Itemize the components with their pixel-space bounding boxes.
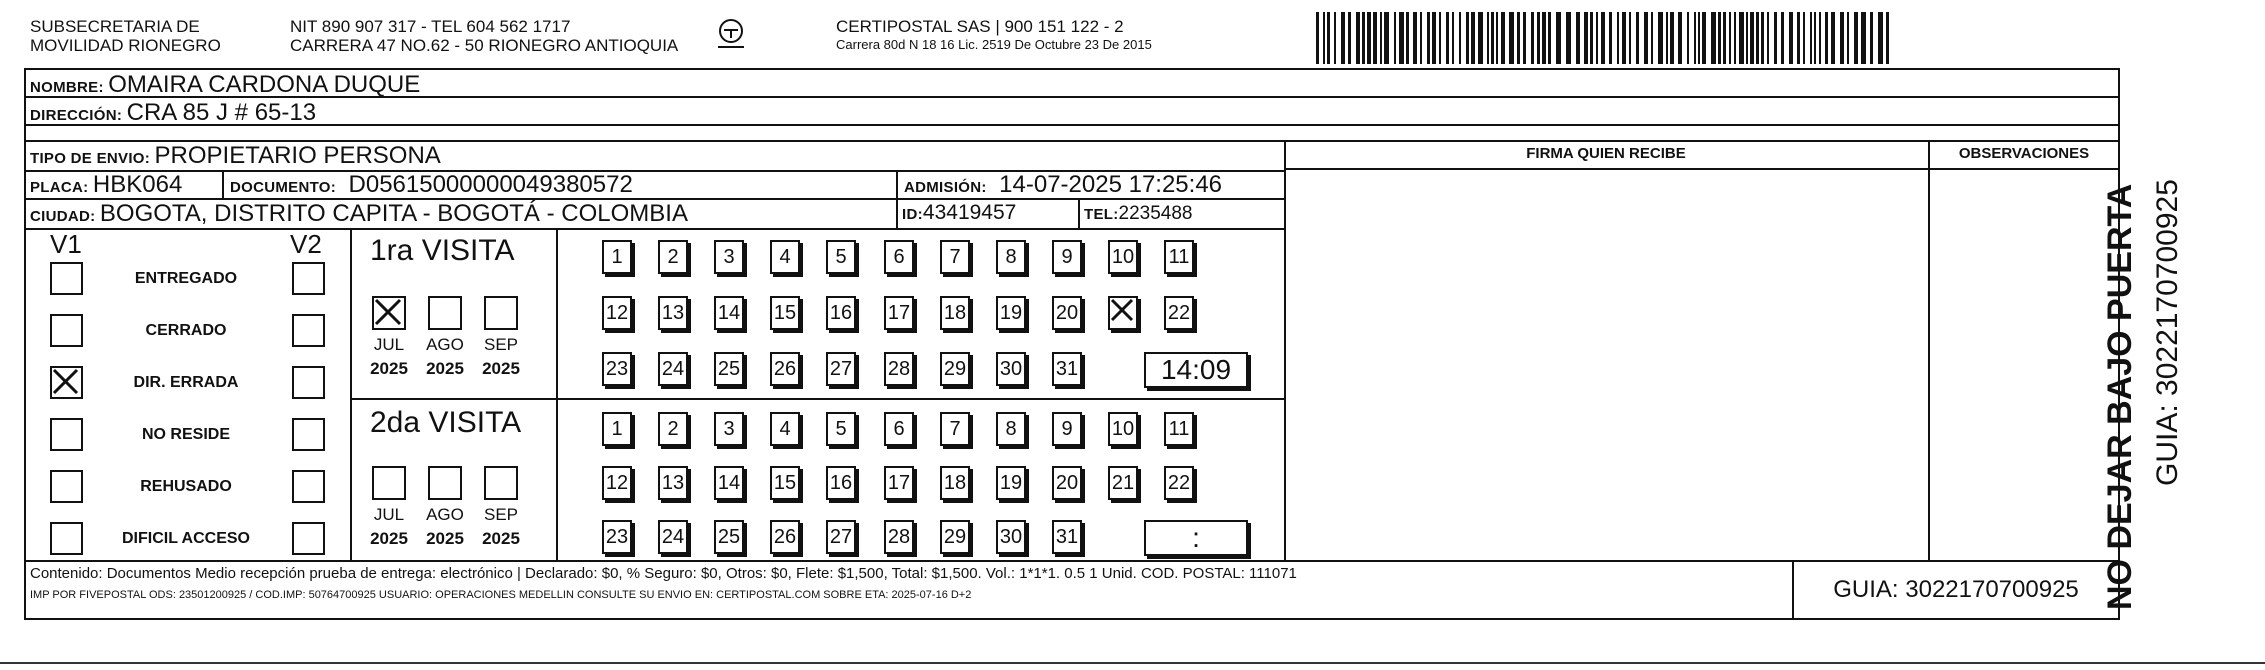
second-visit-time[interactable]: : — [1144, 520, 1248, 556]
v1-checkbox[interactable] — [50, 418, 83, 451]
month-checkbox[interactable] — [484, 466, 518, 500]
v2-label: V2 — [290, 229, 322, 259]
day-box[interactable]: 5 — [826, 240, 856, 274]
day-box[interactable]: 19 — [996, 466, 1026, 500]
v1-label: V1 — [50, 229, 82, 259]
month-year: 2025 — [482, 529, 520, 548]
placa-field: PLACA: HBK064 — [30, 171, 183, 198]
day-box[interactable]: 4 — [770, 240, 800, 274]
day-box[interactable]: 14 — [714, 466, 744, 500]
day-box[interactable]: 2 — [658, 240, 688, 274]
day-box[interactable]: 24 — [658, 352, 688, 386]
v2-checkbox[interactable] — [292, 366, 325, 399]
v2-checkbox[interactable] — [292, 522, 325, 555]
first-visit-time[interactable]: 14:09 — [1144, 352, 1248, 388]
day-box[interactable]: 15 — [770, 466, 800, 500]
day-box[interactable]: 20 — [1052, 296, 1082, 330]
month-name: SEP — [483, 335, 519, 354]
day-box[interactable]: 8 — [996, 240, 1026, 274]
day-box[interactable]: 5 — [826, 412, 856, 446]
day-box[interactable]: 18 — [940, 296, 970, 330]
day-box[interactable]: 29 — [940, 352, 970, 386]
day-box[interactable]: 2 — [658, 412, 688, 446]
v2-checkbox[interactable] — [292, 314, 325, 347]
motive-label: DIR. ERRADA — [133, 374, 239, 391]
day-box[interactable]: 23 — [602, 520, 632, 554]
month-year: 2025 — [370, 529, 408, 548]
documento-field: DOCUMENTO: D05615000000049380572 — [230, 171, 633, 198]
day-box[interactable]: 16 — [826, 296, 856, 330]
day-box[interactable]: 9 — [1052, 240, 1082, 274]
day-box[interactable]: 22 — [1164, 296, 1194, 330]
day-box[interactable]: 29 — [940, 520, 970, 554]
sender-name: SUBSECRETARIA DE MOVILIDAD RIONEGRO — [30, 17, 221, 55]
day-box[interactable]: 15 — [770, 296, 800, 330]
day-box[interactable]: 17 — [884, 296, 914, 330]
day-box[interactable]: 11 — [1164, 412, 1194, 446]
ciudad-field: CIUDAD: BOGOTA, DISTRITO CAPITA - BOGOTÁ - COLOMBIA — [30, 200, 688, 227]
month-year: 2025 — [370, 359, 408, 378]
tipo-envio-field: TIPO DE ENVIO: PROPIETARIO PERSONA — [30, 142, 441, 169]
day-box[interactable]: 4 — [770, 412, 800, 446]
v1-checkbox[interactable] — [50, 262, 83, 295]
day-box[interactable]: 7 — [940, 412, 970, 446]
v2-checkbox[interactable] — [292, 470, 325, 503]
day-box[interactable]: 31 — [1052, 520, 1082, 554]
day-box[interactable]: 23 — [602, 352, 632, 386]
day-box[interactable]: 6 — [884, 412, 914, 446]
motive-label: CERRADO — [145, 322, 227, 339]
day-box[interactable]: 10 — [1108, 412, 1138, 446]
v1-checkbox[interactable] — [50, 366, 83, 399]
day-box[interactable]: 8 — [996, 412, 1026, 446]
day-box[interactable]: 1 — [602, 412, 632, 446]
check-mark-icon — [1110, 298, 1136, 324]
motive-label: NO RESIDE — [141, 426, 230, 443]
second-visit-title: 2da VISITA — [370, 406, 522, 439]
v2-checkbox[interactable] — [292, 262, 325, 295]
month-year: 2025 — [482, 359, 520, 378]
courier-logo — [714, 16, 748, 50]
day-box[interactable]: 7 — [940, 240, 970, 274]
month-year: 2025 — [426, 359, 464, 378]
day-box[interactable]: 30 — [996, 352, 1026, 386]
id-field: ID:43419457 — [902, 201, 1017, 224]
cut-line — [0, 662, 2265, 664]
footer-guia: GUIA: 3022170700925 — [1833, 576, 2079, 603]
motive-label: DIFICIL ACCESO — [121, 530, 250, 547]
v1-checkbox[interactable] — [50, 522, 83, 555]
month-checkbox[interactable] — [428, 296, 462, 330]
direccion-field: DIRECCIÓN: CRA 85 J # 65-13 — [30, 99, 317, 126]
day-box[interactable]: 25 — [714, 352, 744, 386]
day-box[interactable]: 17 — [884, 466, 914, 500]
day-box[interactable]: 14 — [714, 296, 744, 330]
month-name: JUL — [373, 505, 405, 524]
v2-checkbox[interactable] — [292, 418, 325, 451]
day-box[interactable]: 24 — [658, 520, 688, 554]
admision-field: ADMISIÓN: 14-07-2025 17:25:46 — [904, 171, 1223, 198]
month-name: SEP — [483, 505, 519, 524]
day-box[interactable]: 16 — [826, 466, 856, 500]
day-box[interactable]: 1 — [602, 240, 632, 274]
side-guia: GUIA: 3022170700925 — [2151, 179, 2184, 486]
v1-checkbox[interactable] — [50, 314, 83, 347]
sender-address: NIT 890 907 317 - TEL 604 562 1717 CARRERA 47 NO.62 - 50 RIONEGRO ANTIOQUIA — [290, 17, 679, 55]
v1-checkbox[interactable] — [50, 470, 83, 503]
day-box[interactable]: 3 — [714, 412, 744, 446]
month-name: JUL — [373, 335, 405, 354]
day-box[interactable]: 31 — [1052, 352, 1082, 386]
month-name: AGO — [426, 335, 464, 354]
day-box[interactable]: 20 — [1052, 466, 1082, 500]
day-box[interactable] — [1108, 296, 1138, 330]
day-box[interactable]: 19 — [996, 296, 1026, 330]
day-box[interactable]: 21 — [1108, 466, 1138, 500]
day-box[interactable]: 28 — [884, 352, 914, 386]
day-box[interactable]: 11 — [1164, 240, 1194, 274]
day-box[interactable]: 13 — [658, 466, 688, 500]
day-box[interactable]: 12 — [602, 466, 632, 500]
observaciones-header: OBSERVACIONES — [1958, 145, 2090, 162]
nombre-field: NOMBRE: OMAIRA CARDONA DUQUE — [30, 71, 421, 98]
check-mark-icon — [52, 368, 81, 397]
day-box[interactable]: 10 — [1108, 240, 1138, 274]
day-box[interactable]: 9 — [1052, 412, 1082, 446]
day-box[interactable]: 12 — [602, 296, 632, 330]
day-box[interactable]: 13 — [658, 296, 688, 330]
check-mark-icon — [374, 298, 404, 328]
courier-info: CERTIPOSTAL SAS | 900 151 122 - 2 Carrera 80d N 18 16 Lic. 2519 De Octubre 23 De 2015 — [836, 17, 1152, 52]
day-box[interactable]: 25 — [714, 520, 744, 554]
motive-label: ENTREGADO — [134, 270, 238, 287]
signature-area[interactable] — [1290, 176, 1922, 554]
tel-field: TEL:2235488 — [1084, 203, 1193, 224]
observations-area[interactable] — [1934, 176, 2114, 554]
barcode — [1316, 12, 1894, 64]
print-info-line: IMP POR FIVEPOSTAL ODS: 23501200925 / COD.IMP: 50764700925 USUARIO: OPERACIONES MEDELLIN CONSULTE SU ENVIO EN: CERTIPOSTAL.COM SOBRE ETA: 2025-07-16 D+2 — [30, 589, 972, 601]
month-name: AGO — [426, 505, 464, 524]
month-checkbox[interactable] — [372, 296, 406, 330]
motive-label: REHUSADO — [140, 478, 232, 495]
day-box[interactable]: 28 — [884, 520, 914, 554]
day-box[interactable]: 22 — [1164, 466, 1194, 500]
month-checkbox[interactable] — [372, 466, 406, 500]
day-box[interactable]: 18 — [940, 466, 970, 500]
day-box[interactable]: 26 — [770, 520, 800, 554]
day-box[interactable]: 3 — [714, 240, 744, 274]
month-checkbox[interactable] — [428, 466, 462, 500]
contents-line: Contenido: Documentos Medio recepción prueba de entrega: electrónico | Declarado: $0, % Seguro: $0, Otros: $0, Flete: $1,500, Total: $1,500. Vol.: 1*1*1. 0.5 1 Unid. COD. POSTAL: 111071 — [30, 565, 1297, 582]
day-box[interactable]: 27 — [826, 352, 856, 386]
firma-header: FIRMA QUIEN RECIBE — [1526, 145, 1686, 162]
first-visit-title: 1ra VISITA — [370, 234, 515, 267]
month-year: 2025 — [426, 529, 464, 548]
day-box[interactable]: 6 — [884, 240, 914, 274]
no-dejar-warning: NO DEJAR BAJO PUERTA — [2101, 183, 2139, 610]
day-box[interactable]: 26 — [770, 352, 800, 386]
month-checkbox[interactable] — [484, 296, 518, 330]
day-box[interactable]: 27 — [826, 520, 856, 554]
day-box[interactable]: 30 — [996, 520, 1026, 554]
